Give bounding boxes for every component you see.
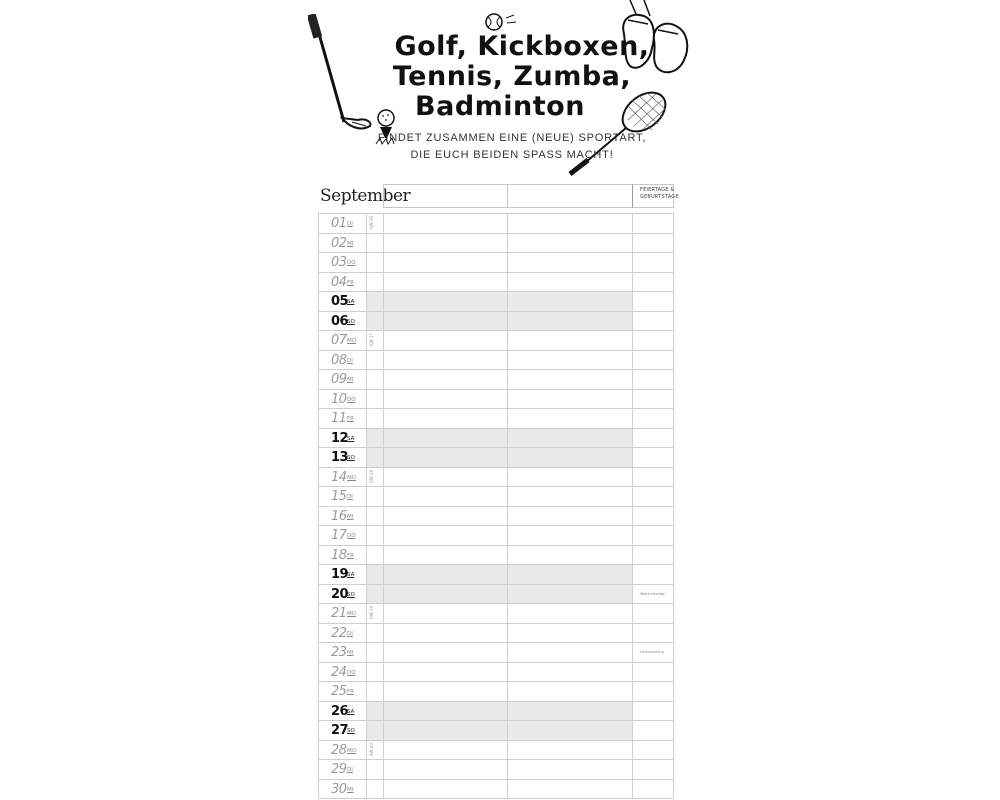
cell-divider (673, 253, 674, 272)
cell-divider (366, 780, 367, 799)
weekday-label: MI (347, 240, 354, 247)
person-a-cell (383, 546, 507, 565)
header-illustration (300, 0, 700, 180)
person-b-cell (507, 585, 632, 604)
weekday-label: DI (347, 494, 353, 500)
day-number: 07 (331, 333, 347, 348)
weekday-label: FR (347, 689, 354, 695)
weekday-label: DO (347, 533, 356, 539)
cell-divider (318, 624, 319, 643)
day-row (318, 234, 674, 254)
holiday-cell (632, 643, 673, 662)
week-number: KW 37 (369, 333, 374, 346)
cell-divider (673, 409, 674, 428)
day-row (318, 253, 674, 273)
cell-divider (366, 741, 367, 760)
day-number: 28 (331, 742, 347, 758)
weekday-label: DI (347, 767, 353, 773)
cell-divider (673, 682, 674, 701)
holiday-cell (632, 585, 673, 604)
day-row (318, 214, 674, 234)
week-number: KW 40 (369, 742, 374, 756)
cell-divider (318, 292, 319, 311)
weekday-label: SA (347, 435, 355, 442)
cell-divider (673, 370, 674, 389)
holiday-cell (632, 507, 673, 526)
holiday-cell (632, 565, 673, 584)
week-number: KW 38 (369, 469, 374, 483)
holiday-cell (632, 741, 673, 760)
calendar-header (318, 184, 679, 210)
day-number: 22 (331, 625, 347, 641)
day-row (318, 390, 674, 410)
calendar-grid (318, 184, 679, 797)
cell-divider (366, 663, 367, 682)
weekday-label: SA (347, 572, 355, 578)
day-number: 24 (331, 664, 347, 680)
cell-divider (318, 429, 319, 448)
cell-divider (673, 331, 674, 350)
day-number: 27 (331, 723, 349, 738)
day-number: 19 (331, 567, 349, 582)
month-label: September (320, 186, 411, 206)
cell-divider (366, 214, 367, 233)
cell-divider (366, 351, 367, 370)
person-b-cell (507, 526, 632, 545)
person-b-cell (507, 312, 632, 331)
person-b-cell (507, 214, 632, 233)
person-b-cell (507, 780, 632, 799)
person-a-cell (383, 702, 507, 721)
person-a-cell (383, 721, 507, 740)
person-a-cell (383, 214, 507, 233)
cell-divider (318, 682, 319, 701)
person-b-cell (507, 331, 632, 350)
cell-divider (673, 780, 674, 799)
person-b-cell (507, 663, 632, 682)
person-b-cell (507, 448, 632, 467)
cell-divider (366, 429, 367, 448)
title-line-3: Badminton (415, 91, 585, 122)
holiday-cell (632, 663, 673, 682)
weekday-label: DI (347, 221, 353, 227)
cell-divider (366, 643, 367, 662)
weekday-label: SA (347, 708, 355, 715)
cell-divider (318, 741, 319, 760)
holiday-cell (632, 487, 673, 506)
cell-divider (318, 487, 319, 506)
cell-divider (318, 780, 319, 799)
cell-divider (318, 663, 319, 682)
cell-divider (318, 253, 319, 272)
weekday-label: DO (347, 260, 356, 266)
cell-divider (318, 643, 319, 662)
cell-divider (673, 429, 674, 448)
person-a-cell (383, 253, 507, 272)
cell-divider (673, 624, 674, 643)
person-b-cell (507, 702, 632, 721)
weekday-label: SO (347, 318, 355, 325)
cell-divider (673, 468, 674, 487)
cell-divider (673, 741, 674, 760)
person-b-cell (507, 624, 632, 643)
weekday-label: FR (347, 279, 354, 286)
cell-divider (318, 585, 319, 604)
day-number: 17 (331, 528, 347, 543)
person-a-cell (383, 390, 507, 409)
day-row (318, 351, 674, 371)
person-b-cell (507, 546, 632, 565)
person-b-cell (507, 721, 632, 740)
cell-divider (673, 546, 674, 565)
day-row (318, 331, 674, 351)
weekday-label: MO (347, 474, 357, 481)
day-row (318, 702, 674, 722)
person-a-cell (383, 643, 507, 662)
cell-divider (673, 663, 674, 682)
holiday-cell (632, 253, 673, 272)
person-b-cell (507, 273, 632, 292)
person-a-cell (383, 409, 507, 428)
weekday-label: DI (347, 357, 353, 364)
day-number: 16 (331, 508, 347, 524)
person-a-cell (383, 526, 507, 545)
day-row (318, 760, 674, 780)
weekday-label: FR (347, 552, 354, 559)
holiday-cell (632, 624, 673, 643)
weekday-label: SO (347, 455, 355, 461)
cell-divider (318, 760, 319, 779)
cell-divider (318, 409, 319, 428)
holiday-note: Weltkindertag (640, 591, 665, 596)
holiday-cell (632, 312, 673, 331)
subtitle-line-2: DIE EUCH BEIDEN SPASS MACHT! (410, 149, 614, 161)
holiday-cell (632, 292, 673, 311)
day-number: 10 (331, 391, 347, 407)
day-number: 14 (331, 469, 347, 485)
day-number: 25 (331, 684, 347, 699)
cell-divider (673, 234, 674, 253)
holiday-cell (632, 370, 673, 389)
cell-divider (366, 487, 367, 506)
title-line-2: Tennis, Zumba, (392, 61, 632, 92)
person-a-cell (383, 780, 507, 799)
holiday-note: Herbstanfang (640, 650, 664, 654)
day-row (318, 721, 674, 741)
day-row (318, 507, 674, 527)
holiday-cell (632, 702, 673, 721)
holiday-cell (632, 780, 673, 799)
day-row (318, 546, 674, 566)
holiday-cell (632, 760, 673, 779)
day-row (318, 487, 674, 507)
cell-divider (673, 214, 674, 233)
day-number: 11 (331, 411, 347, 426)
holiday-cell (632, 448, 673, 467)
day-row (318, 468, 674, 488)
cell-divider (366, 546, 367, 565)
cell-divider (318, 604, 319, 623)
column-header-person-b (507, 184, 633, 208)
day-row (318, 526, 674, 546)
holidays-header-label: FEIERTAGE & GEBURTSTAGE (640, 187, 679, 200)
week-number: KW 36 (369, 216, 374, 229)
holiday-cell (632, 351, 673, 370)
day-number: 06 (331, 313, 349, 329)
cell-divider (366, 331, 367, 350)
cell-divider (673, 487, 674, 506)
weekday-label: SO (347, 728, 355, 734)
cell-divider (366, 370, 367, 389)
cell-divider (673, 448, 674, 467)
day-number: 23 (331, 645, 347, 660)
person-a-cell (383, 468, 507, 487)
cell-divider (318, 448, 319, 467)
person-a-cell (383, 682, 507, 701)
cell-divider (366, 468, 367, 487)
person-b-cell (507, 370, 632, 389)
person-a-cell (383, 604, 507, 623)
cell-divider (318, 526, 319, 545)
cell-divider (318, 721, 319, 740)
cell-divider (366, 624, 367, 643)
day-number: 02 (331, 235, 347, 251)
day-row (318, 643, 674, 663)
cell-divider (366, 234, 367, 253)
cell-divider (366, 409, 367, 428)
cell-divider (673, 643, 674, 662)
day-number: 09 (331, 372, 347, 387)
cell-divider (366, 585, 367, 604)
day-row (318, 741, 674, 761)
weekday-label: MO (347, 338, 357, 344)
cell-divider (673, 585, 674, 604)
cell-divider (673, 604, 674, 623)
person-a-cell (383, 585, 507, 604)
person-b-cell (507, 390, 632, 409)
weekday-label: DO (347, 396, 356, 403)
cell-divider (673, 565, 674, 584)
person-a-cell (383, 429, 507, 448)
cell-divider (366, 760, 367, 779)
person-a-cell (383, 234, 507, 253)
cell-divider (318, 214, 319, 233)
cell-divider (673, 351, 674, 370)
cell-divider (366, 253, 367, 272)
person-b-cell (507, 253, 632, 272)
cell-divider (366, 565, 367, 584)
person-a-cell (383, 292, 507, 311)
cell-divider (673, 760, 674, 779)
person-b-cell (507, 643, 632, 662)
day-row (318, 429, 674, 449)
cell-divider (318, 546, 319, 565)
holiday-cell (632, 682, 673, 701)
person-a-cell (383, 487, 507, 506)
cell-divider (366, 604, 367, 623)
cell-divider (318, 390, 319, 409)
cell-divider (673, 312, 674, 331)
cell-divider (366, 448, 367, 467)
holiday-cell (632, 234, 673, 253)
holiday-cell (632, 526, 673, 545)
person-a-cell (383, 331, 507, 350)
cell-divider (318, 565, 319, 584)
day-number: 15 (331, 489, 347, 504)
weekday-label: SA (347, 299, 355, 305)
person-a-cell (383, 741, 507, 760)
person-b-cell (507, 604, 632, 623)
person-a-cell (383, 663, 507, 682)
cell-divider (318, 312, 319, 331)
weekday-label: MI (347, 377, 354, 383)
person-b-cell (507, 409, 632, 428)
cell-divider (673, 702, 674, 721)
day-row (318, 604, 674, 624)
person-a-cell (383, 760, 507, 779)
day-row (318, 370, 674, 390)
cell-divider (366, 721, 367, 740)
person-b-cell (507, 565, 632, 584)
cell-divider (366, 682, 367, 701)
day-number: 12 (331, 430, 349, 446)
person-b-cell (507, 292, 632, 311)
cell-divider (318, 331, 319, 350)
day-number: 18 (331, 547, 347, 563)
holiday-cell (632, 273, 673, 292)
person-b-cell (507, 741, 632, 760)
cell-divider (673, 273, 674, 292)
day-row (318, 565, 674, 585)
cell-divider (318, 507, 319, 526)
person-a-cell (383, 312, 507, 331)
day-number: 05 (331, 294, 349, 309)
weekday-label: MI (347, 650, 354, 656)
cell-divider (366, 390, 367, 409)
person-b-cell (507, 682, 632, 701)
person-b-cell (507, 468, 632, 487)
holiday-cell (632, 604, 673, 623)
weekday-label: MO (347, 611, 357, 617)
holiday-cell (632, 390, 673, 409)
day-row (318, 585, 674, 605)
column-header-person-a (383, 184, 508, 208)
day-row (318, 312, 674, 332)
day-number: 20 (331, 586, 349, 602)
person-a-cell (383, 565, 507, 584)
person-b-cell (507, 487, 632, 506)
week-number: KW 39 (369, 606, 374, 619)
cell-divider (673, 721, 674, 740)
holiday-cell (632, 721, 673, 740)
person-b-cell (507, 234, 632, 253)
day-number: 26 (331, 703, 349, 719)
day-row (318, 409, 674, 429)
weekday-label: SO (347, 591, 355, 598)
cell-divider (318, 468, 319, 487)
holiday-cell (632, 409, 673, 428)
cell-divider (366, 702, 367, 721)
holiday-cell (632, 331, 673, 350)
day-number: 13 (331, 450, 349, 465)
holiday-cell (632, 468, 673, 487)
holiday-cell (632, 214, 673, 233)
day-row (318, 448, 674, 468)
cell-divider (366, 312, 367, 331)
cell-divider (318, 702, 319, 721)
person-b-cell (507, 429, 632, 448)
weekday-label: MI (347, 786, 354, 793)
day-number: 01 (331, 216, 347, 231)
person-a-cell (383, 624, 507, 643)
cell-divider (318, 370, 319, 389)
day-number: 29 (331, 762, 347, 777)
cell-divider (366, 273, 367, 292)
day-row (318, 663, 674, 683)
weekday-label: MI (347, 513, 354, 520)
holiday-cell (632, 546, 673, 565)
day-row (318, 292, 674, 312)
cell-divider (673, 507, 674, 526)
cell-divider (318, 351, 319, 370)
cell-divider (366, 507, 367, 526)
cell-divider (673, 292, 674, 311)
day-row (318, 624, 674, 644)
day-number: 21 (331, 606, 347, 621)
cell-divider (673, 390, 674, 409)
day-row (318, 682, 674, 702)
day-number: 03 (331, 255, 347, 270)
person-a-cell (383, 351, 507, 370)
person-a-cell (383, 273, 507, 292)
holiday-cell (632, 429, 673, 448)
day-number: 04 (331, 274, 347, 290)
person-b-cell (507, 760, 632, 779)
subtitle-line-1: FINDET ZUSAMMEN EINE (NEUE) SPORTART, (377, 132, 647, 144)
day-rows (318, 213, 674, 799)
person-b-cell (507, 507, 632, 526)
person-a-cell (383, 448, 507, 467)
cell-divider (318, 234, 319, 253)
weekday-label: DO (347, 669, 356, 676)
day-number: 08 (331, 352, 347, 368)
title-line-1: Golf, Kickboxen, (394, 31, 650, 62)
day-number: 30 (331, 781, 347, 797)
cell-divider (673, 526, 674, 545)
weekday-label: FR (347, 416, 354, 422)
cell-divider (318, 273, 319, 292)
person-a-cell (383, 507, 507, 526)
person-b-cell (507, 351, 632, 370)
cell-divider (366, 526, 367, 545)
weekday-label: DI (347, 630, 353, 637)
weekday-label: MO (347, 747, 357, 754)
person-a-cell (383, 370, 507, 389)
day-row (318, 273, 674, 293)
cell-divider (366, 292, 367, 311)
day-row (318, 780, 674, 800)
